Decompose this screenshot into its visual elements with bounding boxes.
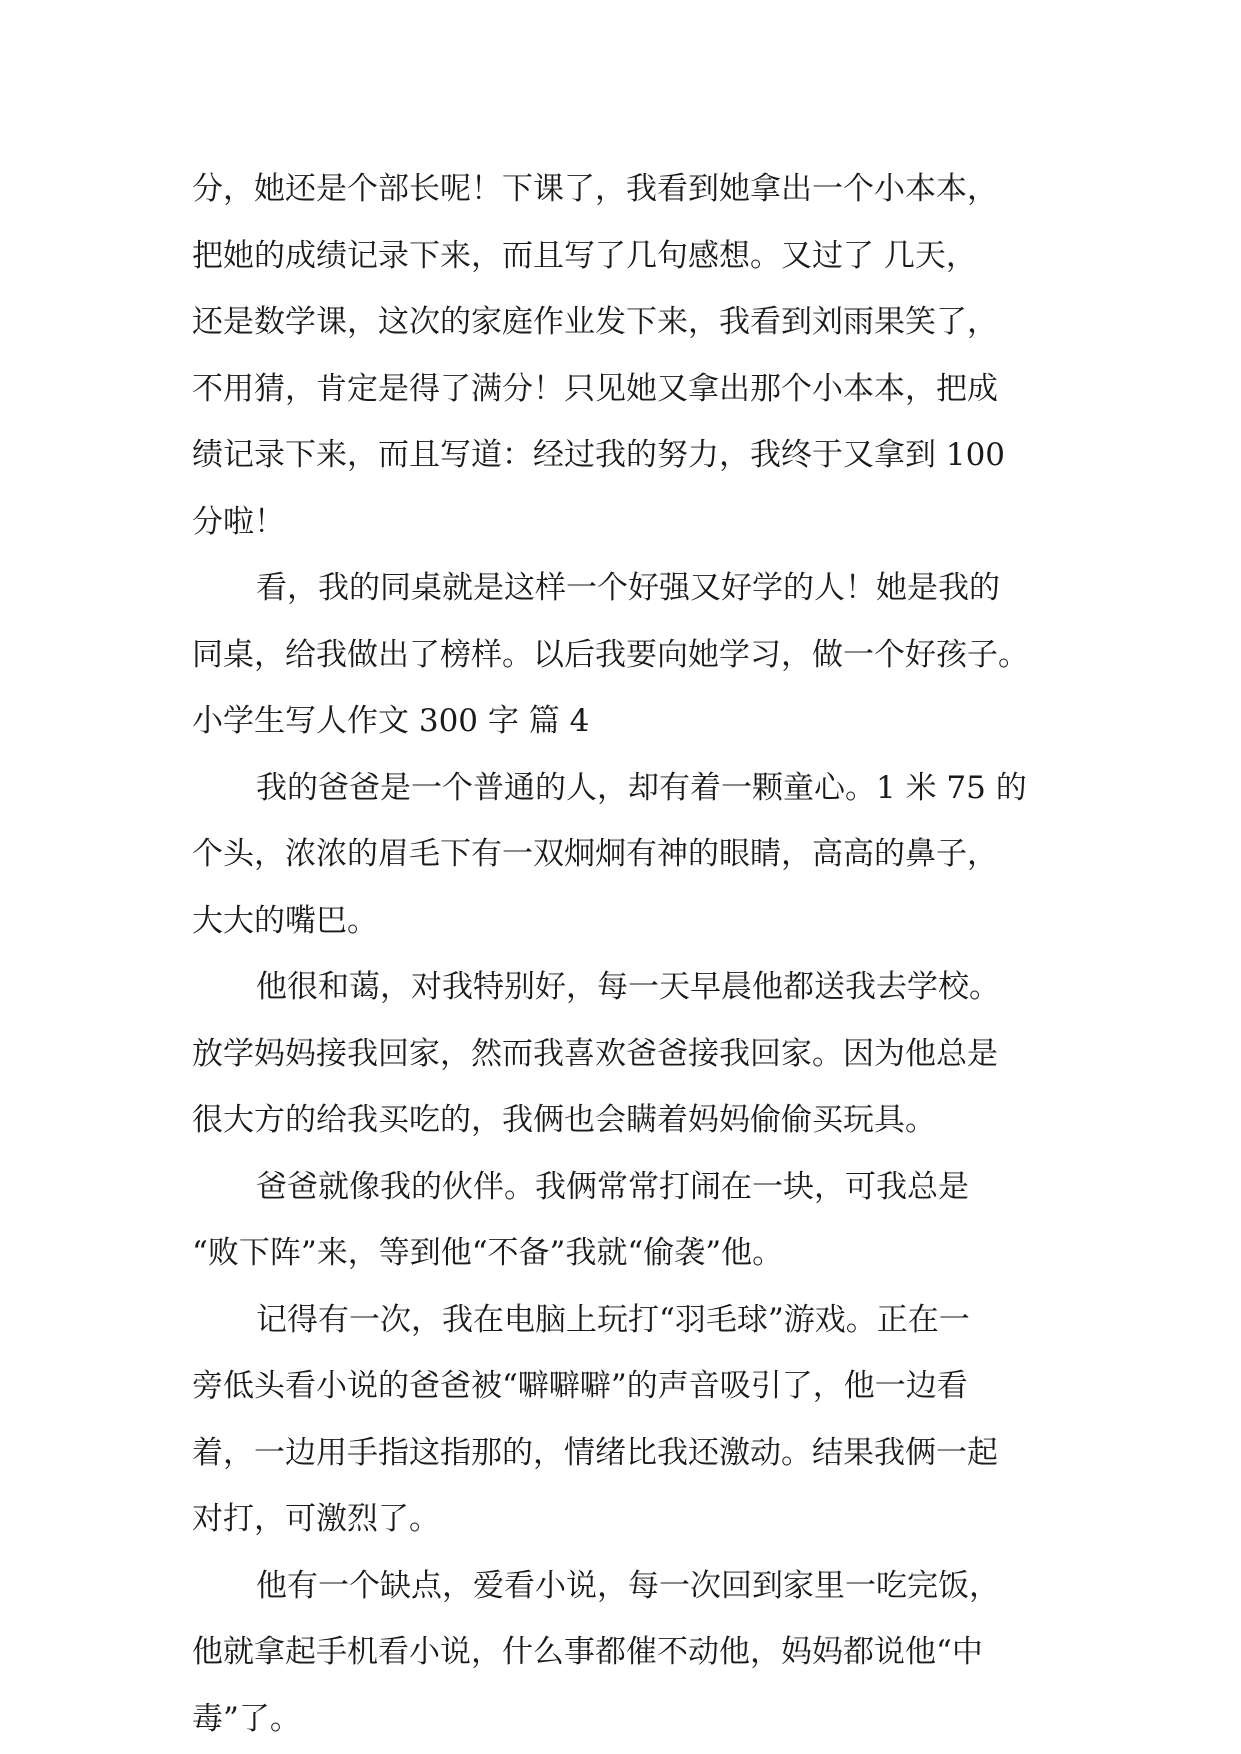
section-heading: 小学生写人作文 300 字 篇 4 (192, 703, 590, 739)
text-line: 毒”了。 (192, 1701, 301, 1737)
paragraph-first-line: 看，我的同桌就是这样一个好强又好学的人！她是我的 (256, 570, 1000, 606)
text-line: 绩记录下来，而且写道：经过我的努力，我终于又拿到 100 (192, 437, 1006, 473)
text-line: 对打，可激烈了。 (192, 1501, 440, 1537)
text-line: 个头，浓浓的眉毛下有一双炯炯有神的眼睛，高高的鼻子， (192, 836, 998, 872)
text-line: 不用猜，肯定是得了满分！只见她又拿出那个小本本，把成 (192, 371, 998, 407)
text-line: “败下阵”来，等到他“不备”我就“偷袭”他。 (192, 1235, 784, 1271)
paragraph-first-line: 爸爸就像我的伙伴。我俩常常打闹在一块，可我总是 (256, 1169, 969, 1205)
text-line: 很大方的给我买吃的，我俩也会瞒着妈妈偷偷买玩具。 (192, 1102, 936, 1138)
text-line: 分啦！ (192, 504, 285, 540)
text-line: 旁低头看小说的爸爸被“噼噼噼”的声音吸引了，他一边看 (192, 1368, 968, 1404)
text-line: 放学妈妈接我回家，然而我喜欢爸爸接我回家。因为他总是 (192, 1036, 998, 1072)
text-line: 把她的成绩记录下来，而且写了几句感想。又过了 几天， (192, 238, 977, 274)
text-line: 分，她还是个部长呢！下课了，我看到她拿出一个小本本， (192, 171, 998, 207)
text-line: 还是数学课，这次的家庭作业发下来，我看到刘雨果笑了， (192, 304, 998, 340)
text-line: 他就拿起手机看小说，什么事都催不动他，妈妈都说他“中 (192, 1634, 983, 1670)
paragraph-first-line: 他有一个缺点，爱看小说，每一次回到家里一吃完饭， (256, 1568, 1000, 1604)
paragraph-first-line: 记得有一次，我在电脑上玩打“羽毛球”游戏。正在一 (256, 1302, 970, 1338)
text-line: 着，一边用手指这指那的，情绪比我还激动。结果我俩一起 (192, 1435, 998, 1471)
paragraph-first-line: 他很和蔼，对我特别好，每一天早晨他都送我去学校。 (256, 969, 1000, 1005)
text-line: 大大的嘴巴。 (192, 903, 378, 939)
text-line: 同桌，给我做出了榜样。以后我要向她学习，做一个好孩子。 (192, 637, 1029, 673)
paragraph-first-line: 我的爸爸是一个普通的人，却有着一颗童心。1 米 75 的 (256, 770, 1027, 806)
